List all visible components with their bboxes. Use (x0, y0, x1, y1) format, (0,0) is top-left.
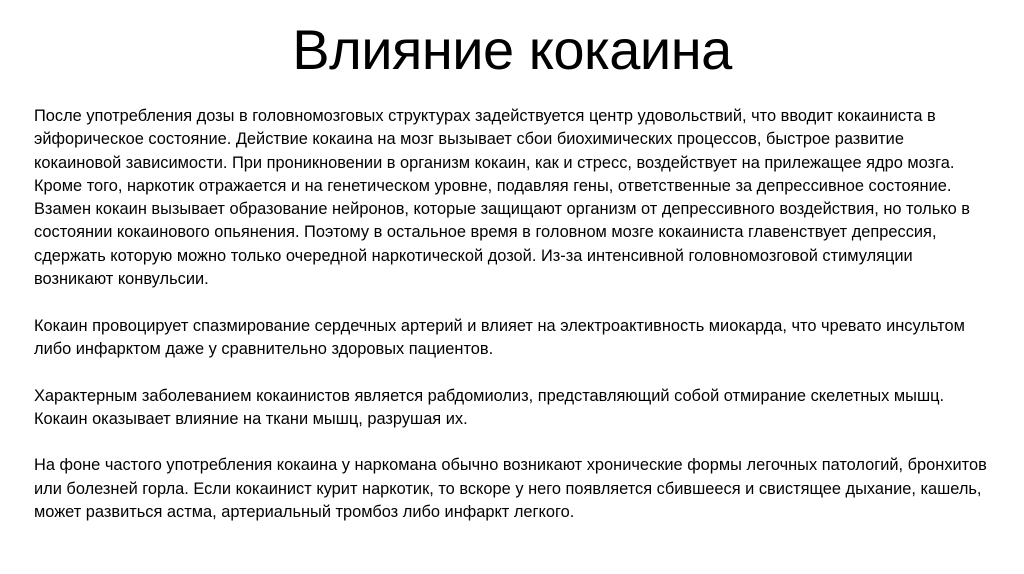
paragraph-spacer (34, 361, 994, 384)
paragraph-spacer (34, 431, 994, 454)
paragraph-neurons-depression: Взамен кокаин вызывает образование нейронов, которые защищают организм от депрессивного воздействия, но только в состоянии кокаинового опьянения. Поэтому в остальное время в головном мозге кокаиниста главенствует депрессия, сдержать которую можно только очередной наркотической дозой. Из-за интенсивной головномозговой стимуляции возникают конвульсии. (34, 200, 970, 289)
paragraph-spacer (34, 291, 994, 314)
paragraph-rhabdomyolysis: Характерным заболеванием кокаинистов является рабдомиолиз, представляющий собой отмирание скелетных мышц. Кокаин оказывает влияние на ткани мышц, разрушая их. (34, 386, 945, 428)
slide-body (34, 105, 994, 524)
paragraph-lung-effects: На фоне частого употребления кокаина у наркомана обычно возникают хронические формы легочных патологий, бронхитов или болезней горла. Если кокаинист курит наркотик, то вскоре у него появляется сбившееся и свистящее дыхание, кашель, может развиться астма, артериальный тромбоз либо инфаркт легкого. (34, 456, 987, 522)
paragraph-heart-effects: Кокаин провоцирует спазмирование сердечных артерий и влияет на электроактивность миокарда, что чревато инсультом либо инфарктом даже у сравнительно здоровых пациентов. (34, 316, 965, 358)
paragraph-brain-effects: После употребления дозы в головномозговых структурах задействуется центр удовольствий, что вводит кокаиниста в эйфорическое состояние. Действие кокаина на мозг вызывает сбои биохимических процессов, быстрое развитие кокаиновой зависимости. При проникновении в организм кокаин, как и стресс, воздействует на прилежащее ядро мозга. Кроме того, наркотик отражается и на генетическом уровне, подавляя гены, ответственные за депрессивное состояние. (34, 107, 955, 195)
slide-title: Влияние кокаина (292, 18, 732, 81)
